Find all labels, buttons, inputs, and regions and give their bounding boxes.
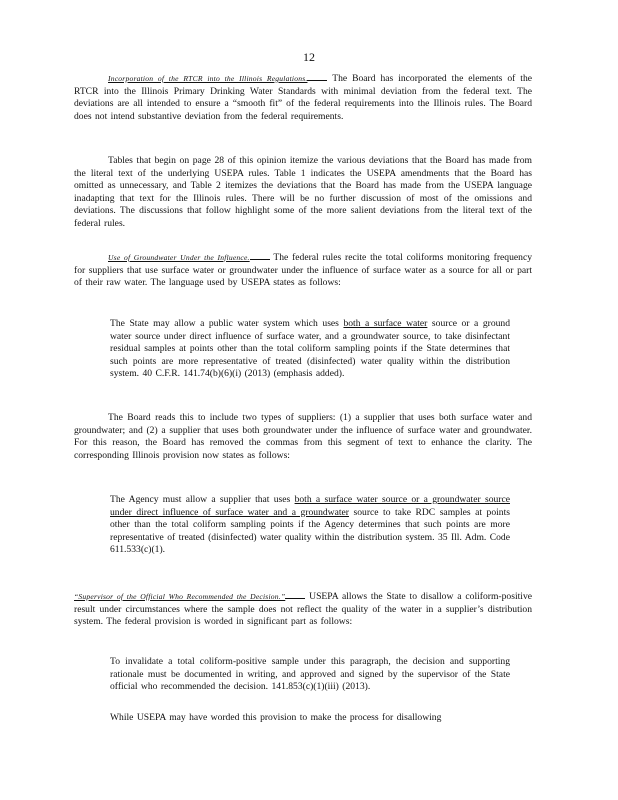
paragraph-text: The federal rules recite the total coliforms monitoring frequency for suppliers that use surface water or groundwater under the influence of surface water as a source for all or part of their raw water. The language used by USEPA states as follows:: [74, 252, 533, 289]
paragraph-while-usepa: [110, 712, 510, 725]
page-number: 12: [303, 50, 315, 64]
block-quote-illinois-provision: [110, 494, 510, 557]
paragraph-board-reads: [74, 412, 532, 462]
paragraph-text: The Board has incorporated the elements of the RTCR into the Illinois Primary Drinking Water Standards with minimal deviation from the federal text. The deviations are all intended to ensure a “smooth fit” of the federal requirements into the Illinois rules. The Board does not intend substantive deviation from the federal requirements.: [74, 73, 532, 122]
paragraph-text: Tables that begin on page 28 of this opinion itemize the various deviations that the Board has made from the literal text of the underlying USEPA rules. Table 1 indicates the USEPA amendments that the Board has omitted as unnecessary, and Table 2 itemizes the deviations that the Board has made from the USEPA language inadapting that text for the Illinois rules. There will be no further discussion of most of the omissions and deviations. The discussions that follow highlight some of the more salient deviations from the literal text of the federal rules.: [74, 155, 532, 229]
block-quote-invalidate: [110, 656, 510, 694]
quote-text: source to take RDC samples at points other than the total coliform sampling points if the Agency determines that such points are more representative of treated (disinfected) water quality within the distribution system. 35 Ill. Adm. Code 611.533(c)(1).: [110, 506, 510, 556]
paragraph-text: While USEPA may have worded this provision to make the process for disallowing: [110, 712, 442, 723]
paragraph-text: USEPA allows the State to disallow a coliform-positive result under circumstances where the sample does not reflect the quality of the water in a supplier’s distribution system. The federal provision is worded in significant part as follows:: [74, 591, 532, 628]
quote-text: The State may allow a public water system which uses: [110, 318, 344, 329]
quote-text: The Agency must allow a supplier that uses: [110, 494, 295, 505]
paragraph-incorporation: [74, 72, 532, 123]
quote-emphasis: both a surface water: [343, 318, 428, 329]
quote-text: To invalidate a total coliform-positive sample under this paragraph, the decision and supporting rationale must be documented in writing, and approved and signed by the supervisor of the State official who recommended the decision. 141.853(c)(1)(iii) (2013).: [110, 656, 510, 693]
paragraph-text: The Board reads this to include two types of suppliers: (1) a supplier that uses both surface water and groundwater; and (2) a supplier that uses both groundwater under the influence of surface water and groundwater. For this reason, the Board has removed the commas from this segment of text to enhance the clarity. The corresponding Illinois provision now states as follows:: [74, 412, 532, 461]
section-heading-groundwater: Use of Groundwater Under the Influence.: [108, 253, 250, 262]
quote-emphasis: both a surface water source or a groundwater source under direct influence of surface water and a groundwater: [110, 494, 510, 518]
section-heading-supervisor: “Supervisor of the Official Who Recommended the Decision.”: [74, 592, 286, 601]
quote-text: source or a ground water source under direct influence of surface water, and a groundwater source, to take disinfectant residual samples at points other than the total coliform sampling points if the State determines that such points are more representative of treated (disinfected) water quality within the distribution system. 40 C.F.R. 141.74(b)(6)(i) (2013) (emphasis added).: [110, 318, 511, 380]
paragraph-tables: [74, 155, 532, 231]
paragraph-groundwater: [74, 251, 532, 290]
block-quote-federal-rule: [110, 318, 510, 381]
section-heading-incorporation: Incorporation of the RTCR into the Illinois Regulations.: [108, 74, 308, 83]
paragraph-supervisor: [74, 590, 532, 629]
